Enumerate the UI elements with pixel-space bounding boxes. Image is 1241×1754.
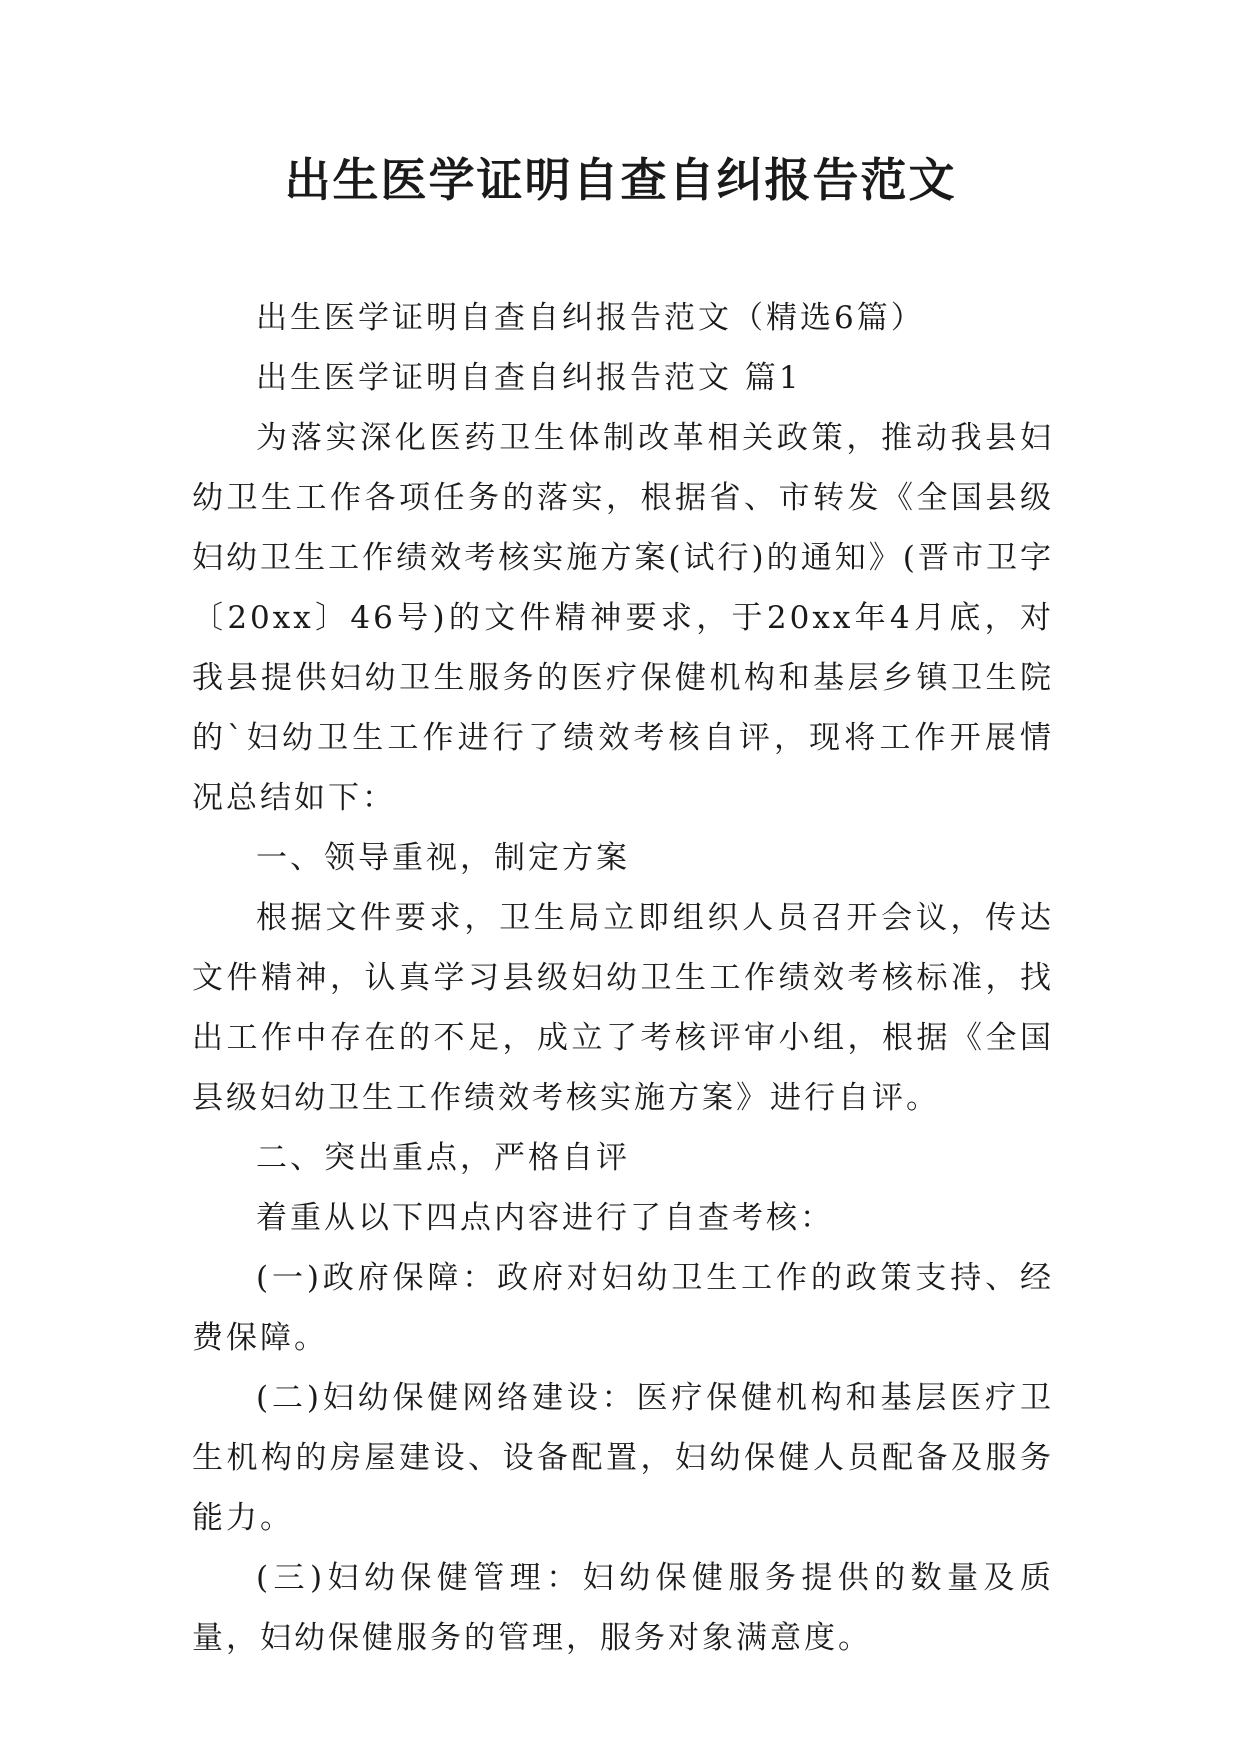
paragraph-item-2: (二)妇幼保健网络建设：医疗保健机构和基层医疗卫生机构的房屋建设、设备配置，妇幼保健人员配备及服务能力。	[192, 1380, 1054, 1536]
paragraph-heading-1: 一、领导重视，制定方案	[256, 840, 630, 876]
paragraph-body-2: 着重从以下四点内容进行了自查考核：	[256, 1200, 834, 1236]
paragraph-item-1: (一)政府保障：政府对妇幼卫生工作的政策支持、经费保障。	[192, 1260, 1054, 1356]
paragraph-item-3: (三)妇幼保健管理：妇幼保健服务提供的数量及质量，妇幼保健服务的管理，服务对象满意度。	[192, 1560, 1054, 1656]
paragraph-subtitle: 出生医学证明自查自纠报告范文（精选6篇）	[256, 300, 925, 336]
paragraph-body-1: 根据文件要求，卫生局立即组织人员召开会议，传达文件精神，认真学习县级妇幼卫生工作绩效考核标准，找出工作中存在的不足，成立了考核评审小组，根据《全国县级妇幼卫生工作绩效考核实施方案》进行自评。	[192, 900, 1054, 1116]
document-body	[192, 288, 1054, 1668]
paragraph-intro: 为落实深化医药卫生体制改革相关政策，推动我县妇幼卫生工作各项任务的落实，根据省、市转发《全国县级妇幼卫生工作绩效考核实施方案(试行)的通知》(晋市卫字〔20xx〕46号)的文件精神要求，于20xx年4月底，对我县提供妇幼卫生服务的医疗保健机构和基层乡镇卫生院的`妇幼卫生工作进行了绩效考核自评，现将工作开展情况总结如下：	[192, 420, 1054, 816]
document-title: 出生医学证明自查自纠报告范文	[284, 153, 957, 207]
paragraph-section-heading: 出生医学证明自查自纠报告范文 篇1	[256, 360, 802, 396]
paragraph-heading-2: 二、突出重点，严格自评	[256, 1140, 630, 1176]
